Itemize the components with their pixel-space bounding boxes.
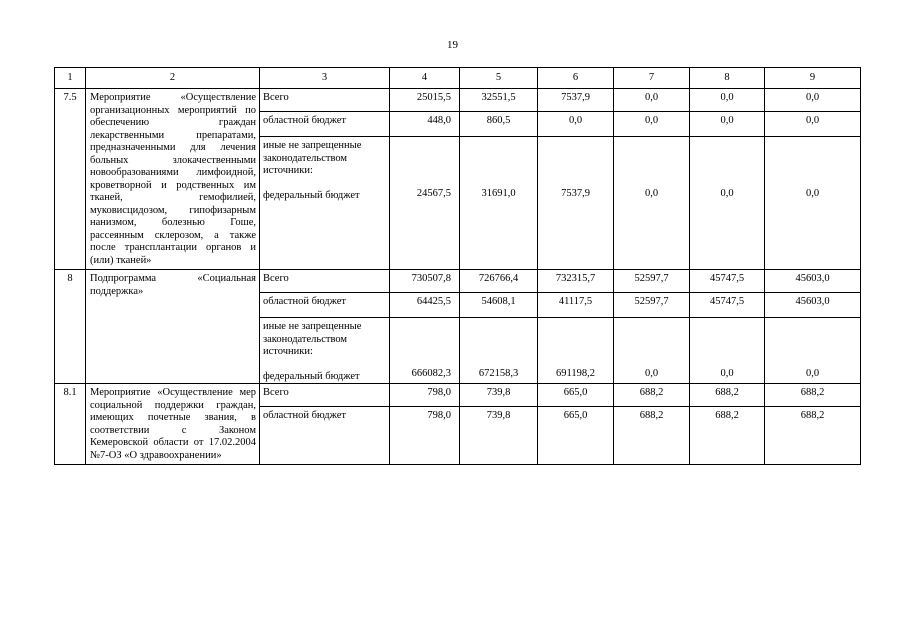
funding-source-cell	[260, 137, 390, 270]
value-cell: 7537,9	[538, 137, 614, 270]
funding-source: областной бюджет	[260, 293, 390, 318]
value-cell: 64425,5	[390, 293, 460, 318]
column-number: 2	[86, 68, 260, 89]
table-row	[55, 384, 861, 407]
value-cell: 0,0	[690, 89, 765, 112]
column-number: 3	[260, 68, 390, 89]
value-cell: 52597,7	[614, 293, 690, 318]
funding-source-cell	[260, 318, 390, 384]
value-cell: 45747,5	[690, 293, 765, 318]
row-description: Мероприятие «Осуществление мер социальной поддержки граждан, имеющих почетные звания, в соответствии с Законом Кемеровской области от 17.02.2004 №7-ОЗ «О здравоохранении»	[86, 384, 260, 465]
funding-source-note: иные не запрещенные законодательством источники:	[263, 140, 362, 176]
value-cell: 688,2	[765, 384, 861, 407]
funding-source: областной бюджет	[260, 407, 390, 465]
value-cell: 0,0	[614, 89, 690, 112]
value-cell: 739,8	[460, 384, 538, 407]
row-index: 8.1	[55, 384, 86, 465]
column-number: 1	[55, 68, 86, 89]
value-cell: 798,0	[390, 384, 460, 407]
value-cell: 860,5	[460, 112, 538, 137]
page-number: 19	[447, 39, 458, 51]
funding-source: Всего	[260, 270, 390, 293]
row-index: 8	[55, 270, 86, 384]
value-cell: 0,0	[765, 137, 861, 270]
value-cell: 52597,7	[614, 270, 690, 293]
value-cell: 0,0	[690, 318, 765, 384]
value-cell: 45603,0	[765, 293, 861, 318]
table-row	[55, 270, 861, 293]
value-cell: 672158,3	[460, 318, 538, 384]
value-cell: 730507,8	[390, 270, 460, 293]
value-cell: 798,0	[390, 407, 460, 465]
value-cell: 31691,0	[460, 137, 538, 270]
table-row	[55, 89, 861, 112]
column-number: 9	[765, 68, 861, 89]
funding-source: областной бюджет	[260, 112, 390, 137]
value-cell: 0,0	[690, 112, 765, 137]
column-number: 7	[614, 68, 690, 89]
value-cell: 688,2	[690, 384, 765, 407]
value-cell: 665,0	[538, 407, 614, 465]
value-cell: 688,2	[765, 407, 861, 465]
funding-source-note: иные не запрещенные законодательством источники:	[263, 321, 362, 357]
value-cell: 0,0	[614, 318, 690, 384]
value-cell: 665,0	[538, 384, 614, 407]
budget-table	[54, 67, 861, 465]
value-cell: 45603,0	[765, 270, 861, 293]
row-description: Мероприятие «Осуществление организационных мероприятий по обеспечению граждан лекарственными препаратами, предназначенными для лечения больных злокачественными новообразованиями лимфоидной, кроветворной и родственных им тканей, гемофилией, муковисцидозом, гипофизарным нанизмом, болезнью Гоше, рассеянным склерозом, а также после трансплантации органов и (или) тканей»	[86, 89, 260, 270]
value-cell: 0,0	[765, 112, 861, 137]
value-cell: 0,0	[765, 318, 861, 384]
value-cell: 666082,3	[390, 318, 460, 384]
value-cell: 0,0	[614, 112, 690, 137]
funding-source: федеральный бюджет	[263, 189, 360, 201]
row-description: Подпрограмма «Социальная поддержка»	[86, 270, 260, 384]
value-cell: 448,0	[390, 112, 460, 137]
value-cell: 7537,9	[538, 89, 614, 112]
value-cell: 688,2	[614, 407, 690, 465]
column-number: 4	[390, 68, 460, 89]
value-cell: 0,0	[765, 89, 861, 112]
column-number: 5	[460, 68, 538, 89]
funding-source: Всего	[260, 89, 390, 112]
value-cell: 691198,2	[538, 318, 614, 384]
value-cell: 54608,1	[460, 293, 538, 318]
value-cell: 0,0	[690, 137, 765, 270]
value-cell: 739,8	[460, 407, 538, 465]
row-index: 7.5	[55, 89, 86, 270]
value-cell: 688,2	[614, 384, 690, 407]
funding-source: федеральный бюджет	[263, 370, 360, 382]
value-cell: 0,0	[614, 137, 690, 270]
value-cell: 24567,5	[390, 137, 460, 270]
funding-source: Всего	[260, 384, 390, 407]
column-number: 6	[538, 68, 614, 89]
value-cell: 45747,5	[690, 270, 765, 293]
value-cell: 688,2	[690, 407, 765, 465]
value-cell: 41117,5	[538, 293, 614, 318]
value-cell: 726766,4	[460, 270, 538, 293]
value-cell: 32551,5	[460, 89, 538, 112]
column-number: 8	[690, 68, 765, 89]
value-cell: 732315,7	[538, 270, 614, 293]
column-numbers-row	[55, 68, 861, 89]
value-cell: 25015,5	[390, 89, 460, 112]
value-cell: 0,0	[538, 112, 614, 137]
